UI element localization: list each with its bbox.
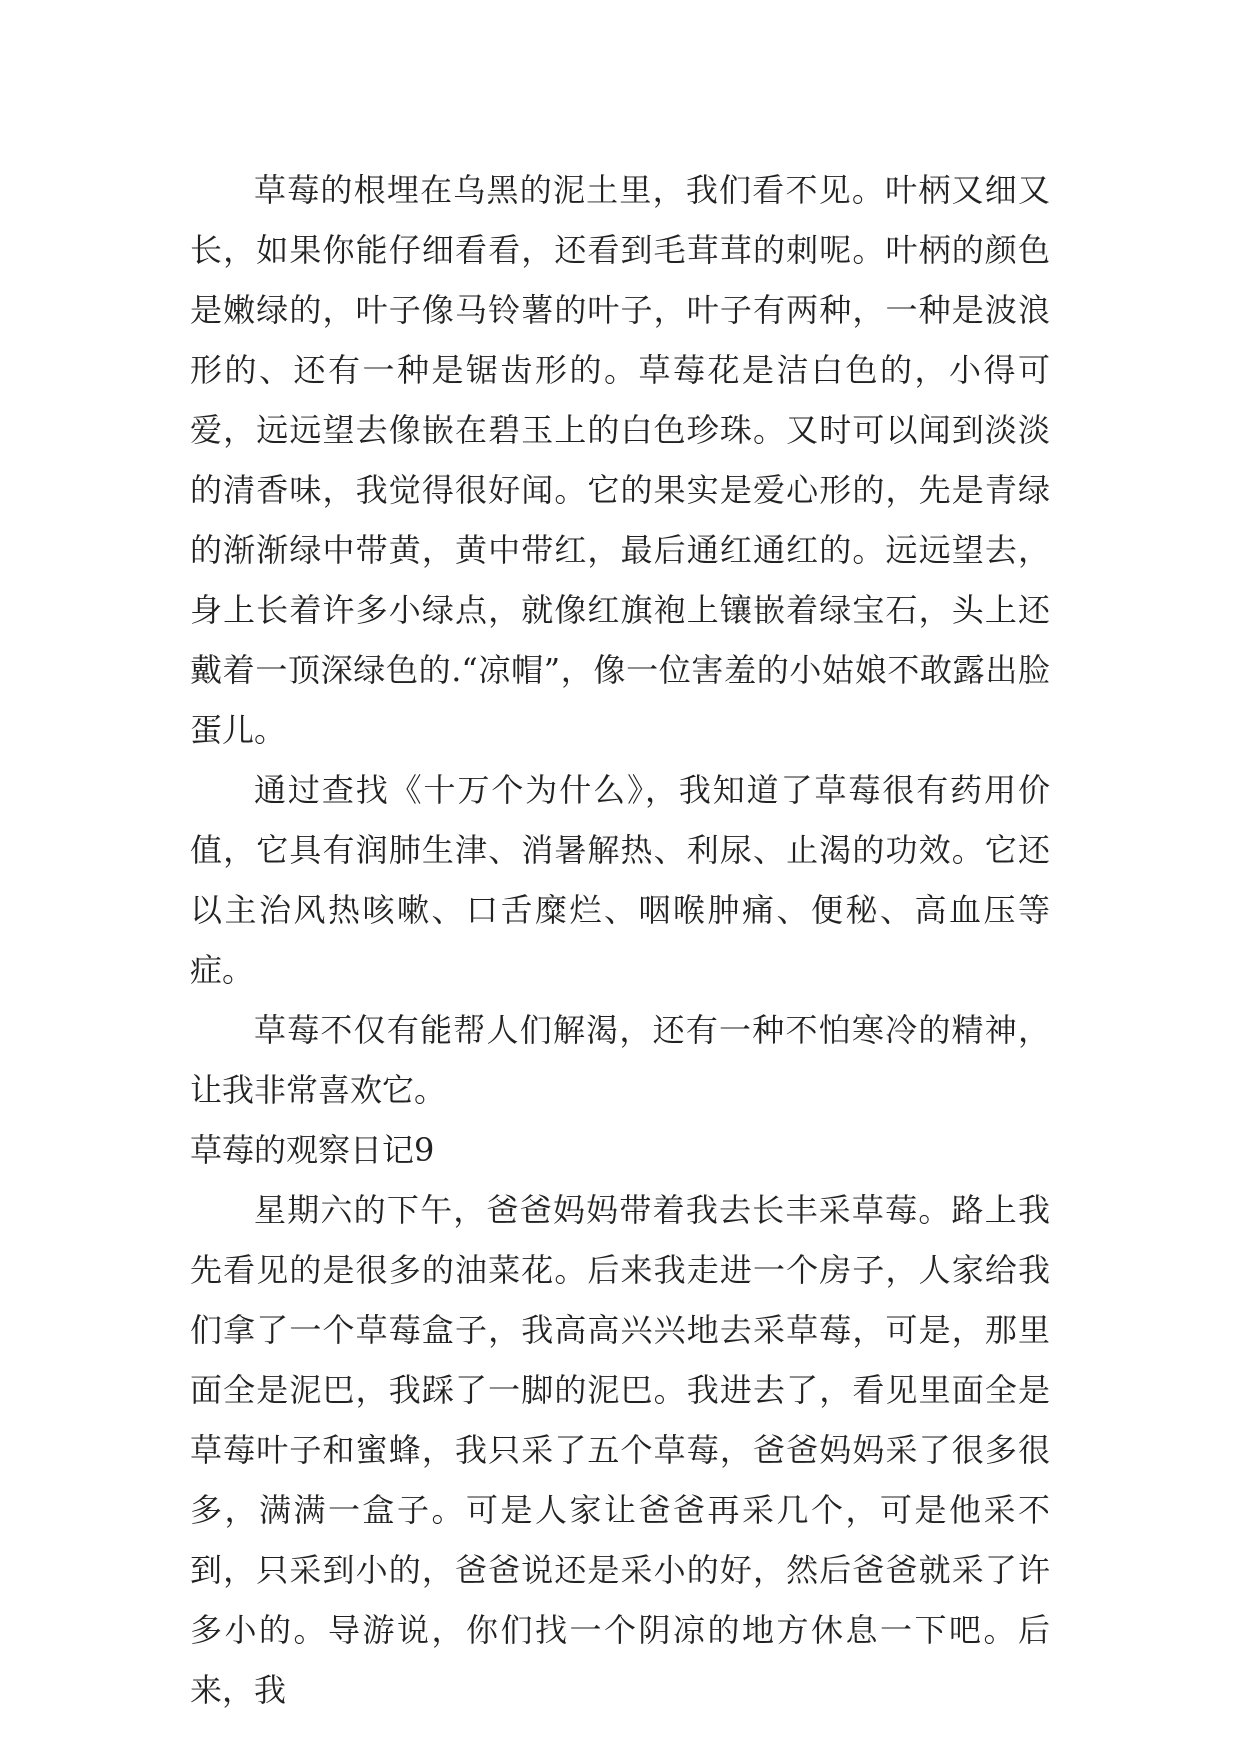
section-heading: 草莓的观察日记9 bbox=[190, 1131, 435, 1169]
paragraph-medicinal-value: 通过查找《十万个为什么》，我知道了草莓很有药用价值，它具有润肺生津、消暑解热、利尿、止渴的功效。它还以主治风热咳嗽、口舌糜烂、咽喉肿痛、便秘、高血压等症。 bbox=[190, 771, 1050, 989]
paragraph-picking-trip: 星期六的下午，爸爸妈妈带着我去长丰采草莓。路上我先看见的是很多的油菜花。后来我走进一个房子，人家给我们拿了一个草莓盒子，我高高兴兴地去采草莓，可是，那里面全是泥巴，我踩了一脚的泥巴。我进去了，看见里面全是草莓叶子和蜜蜂，我只采了五个草莓，爸爸妈妈采了很多很多，满满一盒子。可是人家让爸爸再采几个，可是他采不到，只采到小的，爸爸说还是采小的好，然后爸爸就采了许多小的。导游说，你们找一个阴凉的地方休息一下吧。后来，我 bbox=[190, 1191, 1050, 1709]
paragraph-conclusion: 草莓不仅有能帮人们解渴，还有一种不怕寒冷的精神，让我非常喜欢它。 bbox=[190, 1011, 1050, 1109]
document-body bbox=[190, 160, 1050, 1720]
paragraph-strawberry-description: 草莓的根埋在乌黑的泥土里，我们看不见。叶柄又细又长，如果你能仔细看看，还看到毛茸茸的刺呢。叶柄的颜色是嫩绿的，叶子像马铃薯的叶子，叶子有两种，一种是波浪形的、还有一种是锯齿形的。草莓花是洁白色的，小得可爱，远远望去像嵌在碧玉上的白色珍珠。又时可以闻到淡淡的清香味，我觉得很好闻。它的果实是爱心形的，先是青绿的渐渐绿中带黄，黄中带红，最后通红通红的。远远望去，身上长着许多小绿点，就像红旗袍上镶嵌着绿宝石，头上还戴着一顶深绿色的.“凉帽”，像一位害羞的小姑娘不敢露出脸蛋儿。 bbox=[190, 171, 1050, 749]
